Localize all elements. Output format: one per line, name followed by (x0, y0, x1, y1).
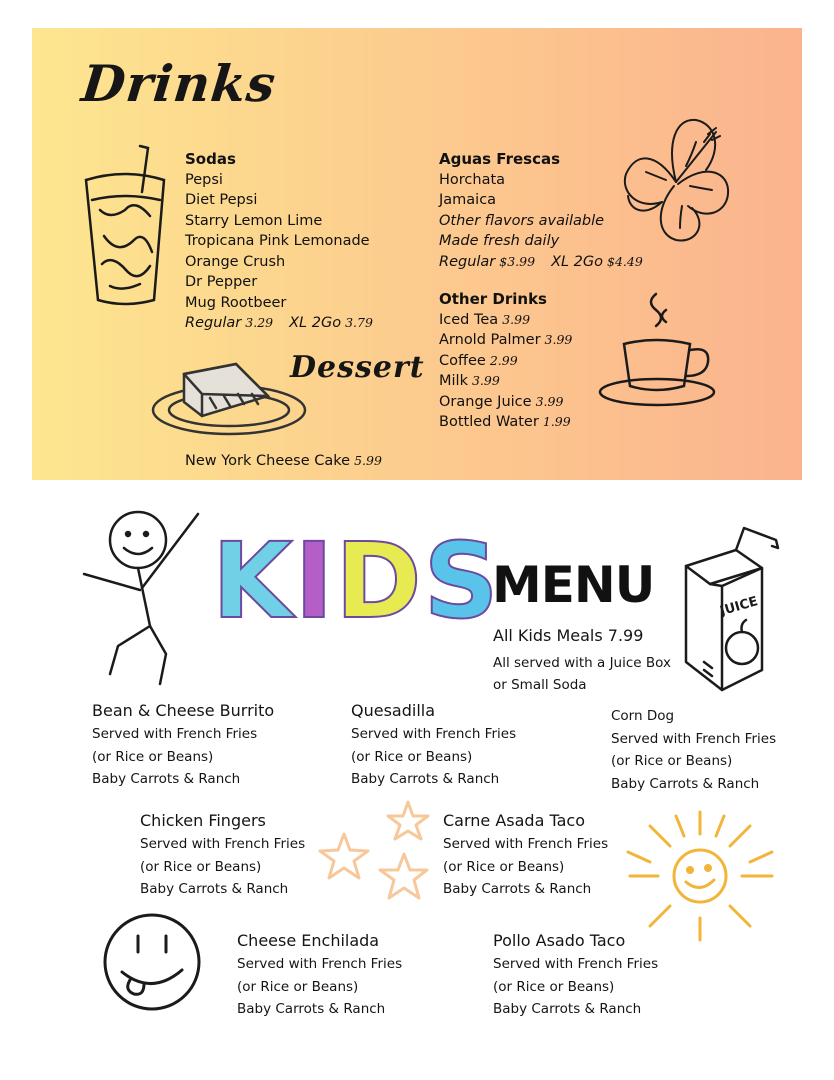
juice-label: JUICE (718, 594, 760, 620)
soda-item: Orange Crush (185, 253, 286, 270)
juice-box-icon (682, 522, 786, 694)
stick-figure-icon (80, 508, 205, 688)
meal-line: (or Rice or Beans) (351, 748, 473, 765)
xl-label: XL 2Go (551, 253, 604, 270)
xl-price: 3.79 (345, 315, 373, 330)
yummy-smiley-icon (100, 910, 204, 1014)
drinks-title: Drinks (78, 54, 279, 113)
meal-line: Baby Carrots & Ranch (611, 775, 760, 792)
meal-line: (or Rice or Beans) (237, 978, 359, 995)
meal-name: Corn Dog (611, 708, 675, 724)
drink-item (439, 351, 572, 372)
meal-line: Baby Carrots & Ranch (92, 771, 241, 787)
dessert-price: 5.99 (354, 453, 382, 468)
meal-line: Served with French Fries (237, 956, 403, 972)
regular-label: Regular (185, 315, 242, 331)
meal-line: Served with French Fries (493, 956, 659, 972)
sodas-prices (185, 313, 373, 334)
meal-item (92, 698, 274, 791)
coffee-cup-icon (596, 290, 720, 410)
meal-name: Bean & Cheese Burrito (92, 701, 275, 720)
other-drinks-section (439, 289, 572, 433)
meal-line: (or Rice or Beans) (493, 978, 615, 995)
drink-name: Coffee (439, 352, 486, 369)
menu-title: MENU (492, 556, 655, 614)
meal-line: Baby Carrots & Ranch (140, 881, 289, 897)
soda-item: Mug Rootbeer (185, 294, 287, 311)
kids-title (212, 520, 501, 642)
meal-item (351, 698, 516, 791)
meal-line: Baby Carrots & Ranch (351, 771, 500, 787)
kids-letter: I (294, 520, 336, 642)
served-with-note (493, 652, 671, 696)
regular-price: 3.29 (245, 315, 274, 330)
meal-item (443, 808, 608, 901)
meal-line: (or Rice or Beans) (92, 748, 214, 765)
regular-label: Regular (439, 253, 496, 270)
drink-item (439, 412, 572, 433)
meal-line: Served with French Fries (443, 836, 609, 852)
drink-price: 3.99 (544, 332, 573, 347)
dessert-name: New York Cheese Cake (185, 453, 351, 469)
aguas-heading: Aguas Frescas (439, 150, 561, 168)
drink-price: 2.99 (489, 352, 518, 368)
sodas-heading: Sodas (185, 150, 236, 168)
meal-line: (or Rice or Beans) (611, 753, 733, 769)
kids-letter: D (335, 520, 424, 642)
meal-line: (or Rice or Beans) (443, 858, 565, 875)
meal-name: Cheese Enchilada (237, 931, 380, 950)
meal-name: Pollo Asado Taco (493, 931, 626, 950)
aguas-frescas-section (439, 149, 643, 272)
all-kids-meals-price: All Kids Meals 7.99 (493, 626, 644, 645)
drinks-panel (32, 28, 802, 480)
stars-icon (318, 796, 438, 908)
sodas-section (185, 149, 373, 334)
drink-price: 3.99 (502, 311, 531, 327)
drink-item (439, 371, 572, 392)
xl-price: $4.49 (607, 253, 643, 269)
aguas-note: Other flavors available (439, 212, 605, 229)
sun-icon (620, 808, 780, 944)
drink-name: Arnold Palmer (439, 332, 541, 348)
meal-line: Baby Carrots & Ranch (493, 1001, 642, 1017)
drink-price: 3.99 (471, 373, 500, 388)
drink-price: 1.99 (542, 414, 571, 429)
meal-name: Quesadilla (351, 701, 436, 720)
soda-item: Starry Lemon Lime (185, 212, 323, 229)
meal-line: Served with French Fries (611, 730, 777, 747)
served-line: All served with a Juice Box (493, 655, 671, 671)
drink-price: 3.99 (535, 393, 564, 409)
aguas-note: Made fresh daily (439, 233, 560, 249)
soda-item: Dr Pepper (185, 274, 258, 290)
soda-glass-icon (80, 140, 170, 310)
drink-name: Milk (439, 373, 468, 389)
regular-price: $3.99 (499, 253, 536, 269)
meal-line: Baby Carrots & Ranch (237, 1001, 386, 1017)
soda-item: Tropicana Pink Lemonade (185, 233, 370, 249)
drink-name: Orange Juice (439, 393, 532, 410)
meal-item (611, 705, 776, 795)
drink-name: Iced Tea (439, 311, 499, 328)
other-heading: Other Drinks (439, 290, 547, 308)
meal-item (140, 808, 305, 901)
meal-line: Served with French Fries (140, 836, 306, 852)
meal-name: Carne Asada Taco (443, 811, 585, 830)
soda-item: Pepsi (185, 171, 223, 188)
drink-item (439, 310, 572, 331)
xl-label: XL 2Go (289, 315, 342, 331)
meal-line: Served with French Fries (92, 726, 258, 742)
kids-letter: S (423, 520, 501, 642)
dessert-title: Dessert (290, 350, 425, 385)
aguas-item: Horchata (439, 171, 506, 188)
aguas-item: Jamaica (439, 192, 497, 208)
drink-item (439, 392, 572, 413)
aguas-prices (439, 252, 643, 273)
kids-letter: K (212, 520, 295, 642)
soda-item: Diet Pepsi (185, 192, 258, 208)
meal-line: Served with French Fries (351, 726, 517, 742)
meal-item (237, 928, 402, 1021)
meal-line: Baby Carrots & Ranch (443, 881, 592, 897)
drink-item (439, 330, 572, 351)
meal-name: Chicken Fingers (140, 811, 266, 830)
meal-line: (or Rice or Beans) (140, 858, 262, 875)
dessert-item (185, 451, 382, 472)
cheesecake-icon (150, 358, 308, 438)
drink-name: Bottled Water (439, 414, 539, 430)
served-line: or Small Soda (493, 677, 587, 693)
